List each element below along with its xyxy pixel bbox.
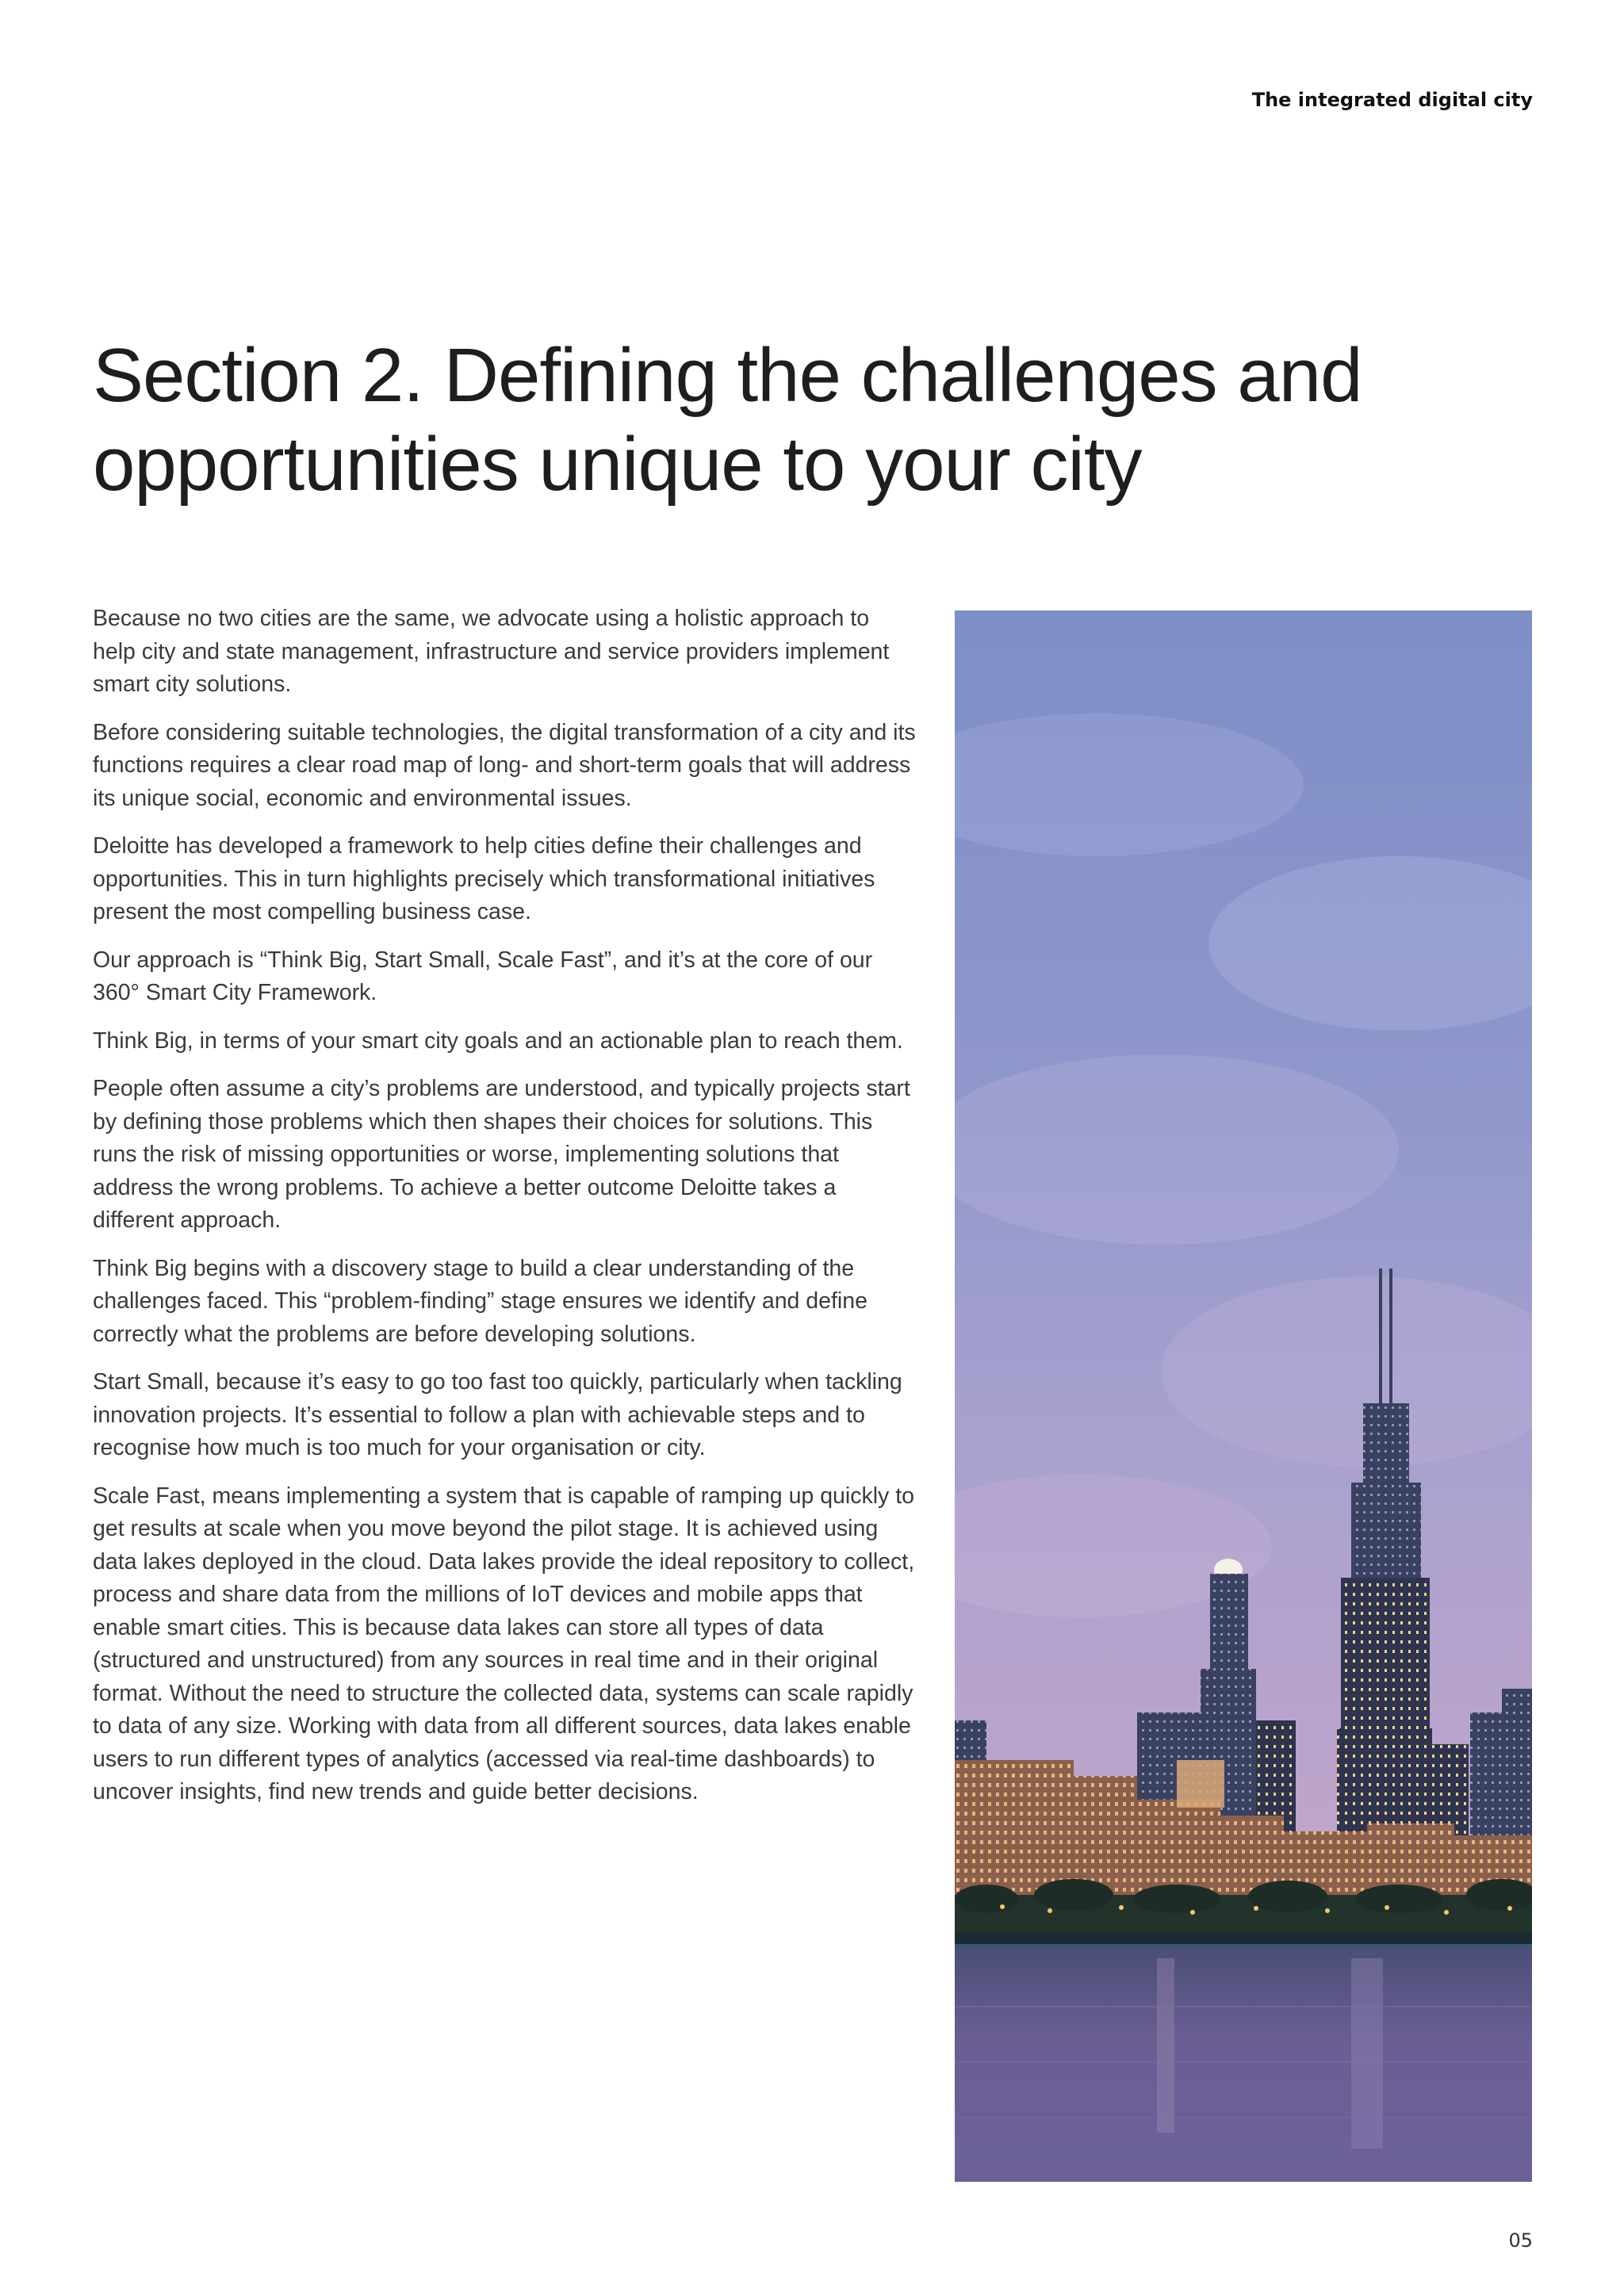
body-text-column [93, 603, 917, 1824]
section-title [93, 331, 1377, 509]
city-skyline-photo [955, 610, 1532, 2182]
section-title-line-1: Section 2. Defining the challenges and [93, 333, 1362, 418]
body-paragraph: Deloitte has developed a framework to help cities define their challenges and opportunities. This in turn highlights precisely which transformational initiatives present the most compelling business case. [93, 833, 875, 924]
body-paragraph: Scale Fast, means implementing a system that is capable of ramping up quickly to get results at scale when you move beyond the pilot stage. It is achieved using data lakes deployed in the cloud. Data lakes provide the ideal repository to collect, process and share data from the millions of IoT devices and mobile apps that enable smart cities. This is because data lakes can store all types of data (structured and unstructured) from any sources in real time and in their original format. Without the need to structure the collected data, systems can scale rapidly to data of any size. Working with data from all different sources, data lakes enable users to run different types of analytics (accessed via real-time dashboards) to uncover insights, find new trends and guide better decisions. [93, 1483, 915, 1804]
running-header: The integrated digital city [1251, 89, 1533, 111]
body-paragraph: Our approach is “Think Big, Start Small, Scale Fast”, and it’s at the core of our 360° Smart City Framework. [93, 947, 873, 1005]
body-paragraph: Because no two cities are the same, we advocate using a holistic approach to help city and state management, infrastructure and service providers implement smart city solutions. [93, 606, 890, 697]
body-paragraph: Before considering suitable technologies, the digital transformation of a city and its functions requires a clear road map of long- and short-term goals that will address its unique social, economic and environmental issues. [93, 719, 916, 811]
page-number: 05 [1508, 2229, 1533, 2252]
body-paragraph: Start Small, because it’s easy to go too fast too quickly, particularly when tackling innovation projects. It’s essential to follow a plan with achievable steps and to recognise how much is too much for your organisation or city. [93, 1369, 902, 1460]
body-paragraph: Think Big begins with a discovery stage to build a clear understanding of the challenges faced. This “problem-finding” stage ensures we identify and define correctly what the problems are before developing solutions. [93, 1255, 868, 1347]
section-title-line-2: opportunities unique to your city [93, 422, 1142, 507]
lake-water [955, 1947, 1532, 2182]
body-paragraph: Think Big, in terms of your smart city goals and an actionable plan to reach them. [93, 1027, 903, 1054]
body-paragraph: People often assume a city’s problems are understood, and typically projects start by defining those problems which then shapes their choices for solutions. This runs the risk of missing opportunities or worse, implementing solutions that address the wrong problems. To achieve a better outcome Deloitte takes a different approach. [93, 1076, 910, 1233]
